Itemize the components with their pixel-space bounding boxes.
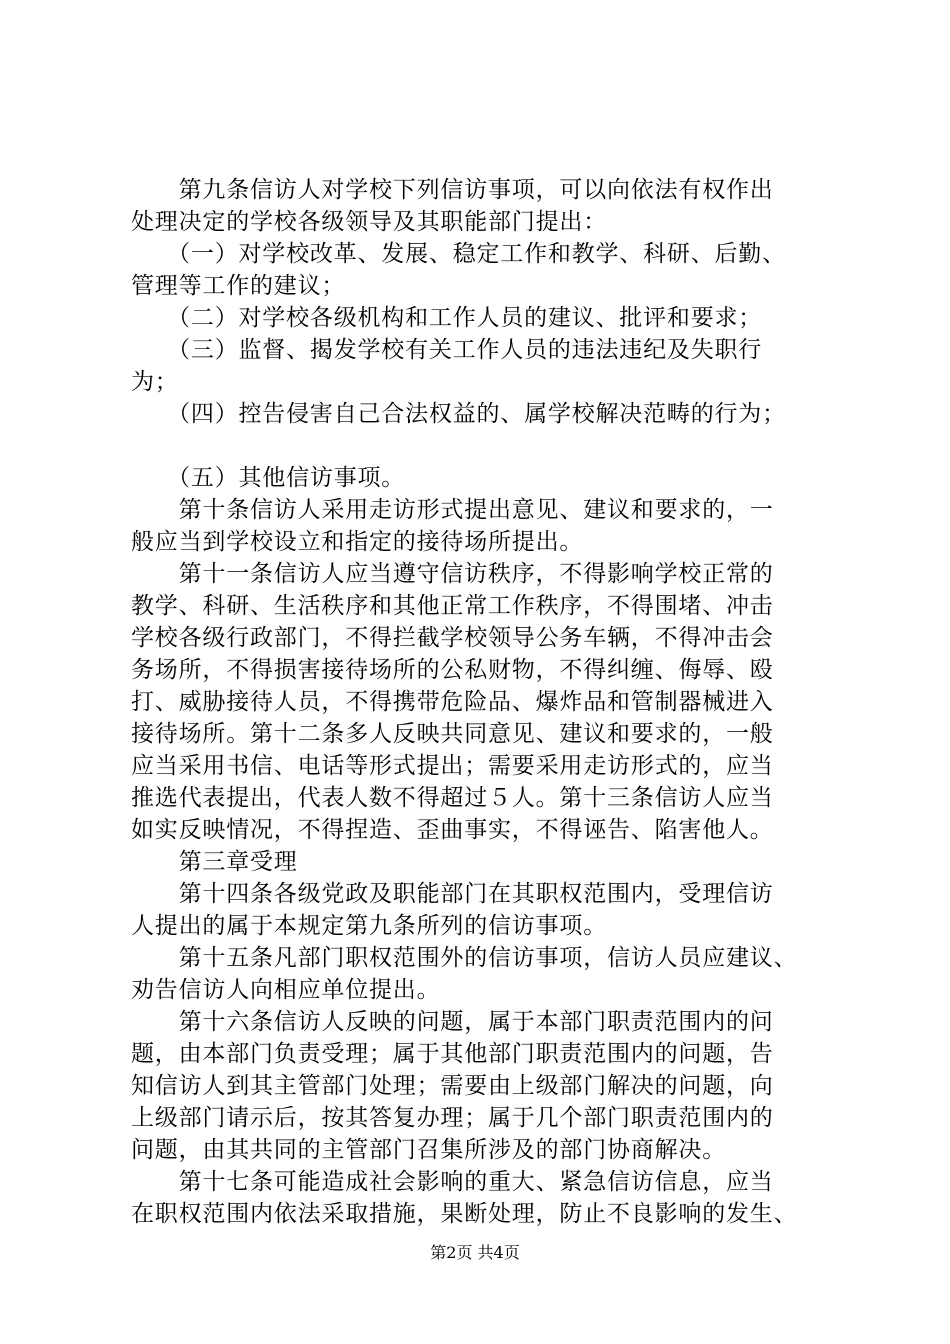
text-line: 第十七条可能造成社会影响的重大、紧急信访信息，应当 (131, 1169, 774, 1195)
text-line: 应当采用书信、电话等形式提出；需要采用走访形式的，应当 (131, 753, 774, 779)
page-footer: 第2页 共4页 (430, 1243, 520, 1262)
text-line: 人提出的属于本规定第九条所列的信访事项。 (131, 913, 607, 939)
text-line: （四）控告侵害自己合法权益的、属学校解决范畴的行为； (131, 401, 786, 427)
text-line: 问题，由其共同的主管部门召集所涉及的部门协商解决。 (131, 1137, 726, 1163)
text-line: （三）监督、揭发学校有关工作人员的违法违纪及失职行 (131, 337, 763, 363)
text-line: 第十条信访人采用走访形式提出意见、建议和要求的，一 (131, 497, 774, 523)
text-line: （二）对学校各级机构和工作人员的建议、批评和要求； (131, 305, 763, 331)
text-line: 第十六条信访人反映的问题，属于本部门职责范围内的问 (131, 1009, 774, 1035)
text-line: 打、威胁接待人员，不得携带危险品、爆炸品和管制器械进入 (131, 689, 774, 715)
text-line: 教学、科研、生活秩序和其他正常工作秩序，不得围堵、冲击 (131, 593, 774, 619)
text-line: 接待场所。第十二条多人反映共同意见、建议和要求的，一般 (131, 721, 774, 747)
text-line: 推选代表提出，代表人数不得超过５人。第十三条信访人应当 (131, 785, 774, 811)
text-line: 知信访人到其主管部门处理；需要由上级部门解决的问题，向 (131, 1073, 774, 1099)
text-line: 题，由本部门负责受理；属于其他部门职责范围内的问题，告 (131, 1041, 774, 1067)
text-line: 第十五条凡部门职权范围外的信访事项，信访人员应建议、 (131, 945, 798, 971)
text-line: 管理等工作的建议； (131, 273, 346, 299)
text-line: 在职权范围内依法采取措施，果断处理，防止不良影响的发生、 (131, 1201, 798, 1227)
text-line: 第十四条各级党政及职能部门在其职权范围内，受理信访 (131, 881, 774, 907)
text-line: 为； (131, 369, 179, 395)
chapter-heading: 第三章受理 (131, 849, 298, 875)
text-line: 学校各级行政部门，不得拦截学校领导公务车辆，不得冲击会 (131, 625, 774, 651)
text-line: 第十一条信访人应当遵守信访秩序，不得影响学校正常的 (131, 561, 774, 587)
text-line: 劝告信访人向相应单位提出。 (131, 977, 441, 1003)
text-line: （五）其他信访事项。 (131, 465, 406, 491)
text-line: 第九条信访人对学校下列信访事项，可以向依法有权作出 (131, 177, 774, 203)
text-line: 上级部门请示后，按其答复办理；属于几个部门职责范围内的 (131, 1105, 774, 1131)
text-line: 如实反映情况，不得捏造、歪曲事实，不得诬告、陷害他人。 (131, 817, 774, 843)
text-line: （一）对学校改革、发展、稳定工作和教学、科研、后勤、 (131, 241, 786, 267)
text-line: 般应当到学校设立和指定的接待场所提出。 (131, 529, 584, 555)
text-line: 处理决定的学校各级领导及其职能部门提出： (131, 209, 607, 235)
text-line: 务场所，不得损害接待场所的公私财物，不得纠缠、侮辱、殴 (131, 657, 774, 683)
